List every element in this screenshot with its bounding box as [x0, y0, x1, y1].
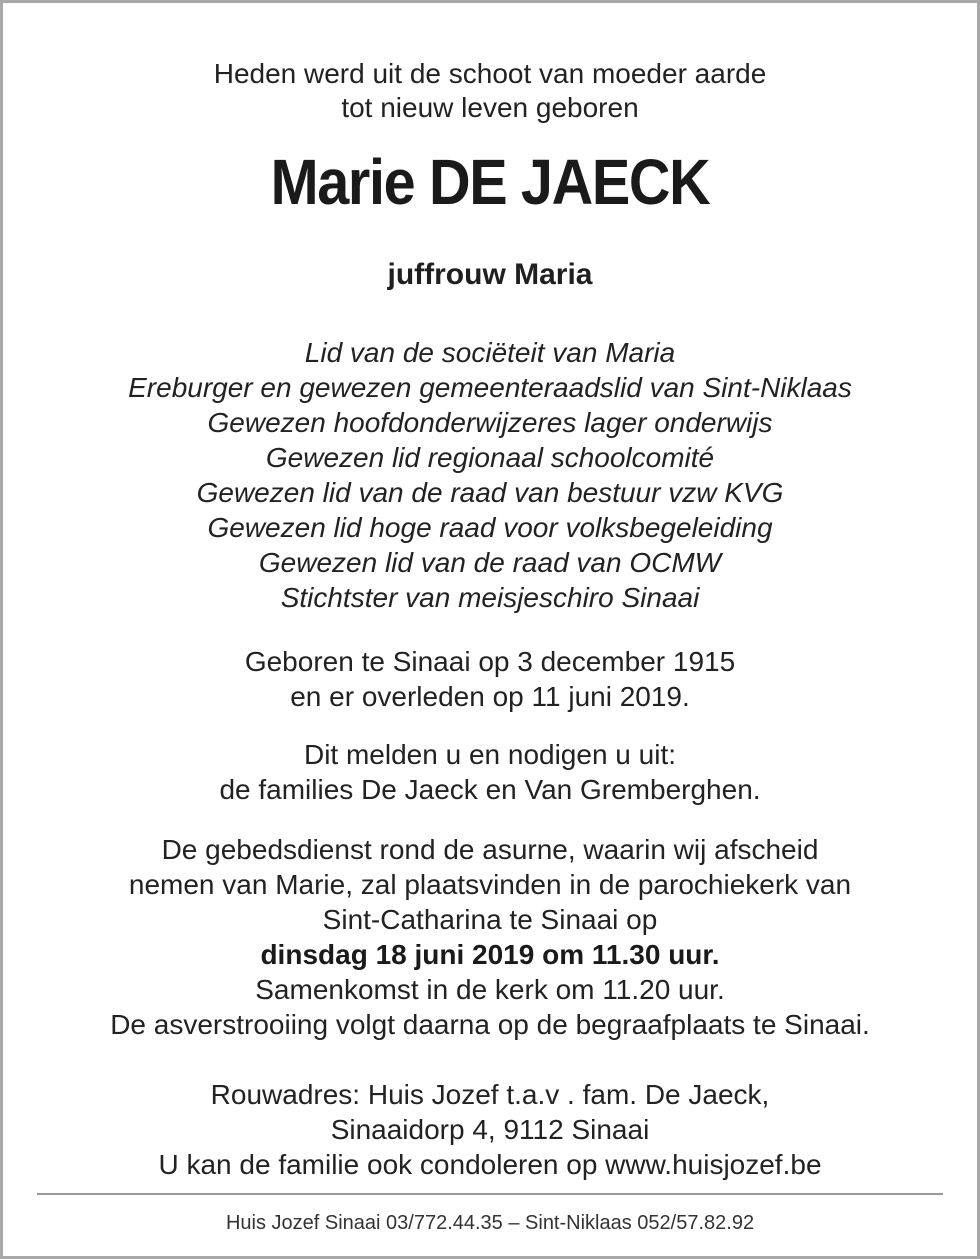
- deceased-name: Marie DE JAECK: [270, 146, 710, 218]
- intro-line-1: Heden werd uit de schoot van moeder aarde: [213, 58, 767, 89]
- titles-list: [3, 335, 977, 615]
- condolence-line: U kan de familie ook condoleren op www.huisjozef.be: [158, 1149, 822, 1180]
- mourning-address: [3, 1077, 977, 1182]
- title-item: Lid van de sociëteit van Maria: [304, 337, 676, 368]
- title-item: Ereburger en gewezen gemeenteraadslid van Sint-Niklaas: [128, 372, 852, 403]
- title-item: Gewezen lid regionaal schoolcomité: [265, 442, 715, 473]
- service-line-1: De gebedsdienst rond de asurne, waarin wij afscheid: [161, 834, 819, 865]
- title-item: Gewezen lid van de raad van bestuur vzw KVG: [196, 477, 784, 508]
- service-line-2: nemen van Marie, zal plaatsvinden in de parochiekerk van: [128, 869, 852, 900]
- title-item: Gewezen lid van de raad van OCMW: [258, 547, 722, 578]
- footer-divider: [37, 1193, 943, 1195]
- announcing-families: [3, 737, 977, 807]
- intro-text: [3, 57, 977, 125]
- birth-death-dates: [3, 644, 977, 714]
- ash-scattering: De asverstrooiing volgt daarna op de begraafplaats te Sinaai.: [110, 1009, 870, 1040]
- gathering-time: Samenkomst in de kerk om 11.20 uur.: [255, 974, 725, 1005]
- address-line-1: Rouwadres: Huis Jozef t.a.v . fam. De Jaeck,: [210, 1079, 770, 1110]
- address-line-2: Sinaaidorp 4, 9112 Sinaai: [330, 1114, 650, 1145]
- title-item: Stichtster van meisjeschiro Sinaai: [280, 582, 700, 613]
- title-item: Gewezen lid hoge raad voor volksbegeleiding: [207, 512, 773, 543]
- families-line-1: Dit melden u en nodigen u uit:: [303, 739, 677, 770]
- intro-line-2: tot nieuw leven geboren: [341, 92, 639, 123]
- service-details: [3, 832, 977, 1042]
- deceased-nickname: juffrouw Maria: [387, 258, 593, 291]
- funeral-home-contact: Huis Jozef Sinaai 03/772.44.35 – Sint-Niklaas 052/57.82.92: [225, 1212, 755, 1234]
- title-item: Gewezen hoofdonderwijzeres lager onderwijs: [207, 407, 773, 438]
- birth-line: Geboren te Sinaai op 3 december 1915: [244, 646, 736, 677]
- service-line-3: Sint-Catharina te Sinaai op: [322, 904, 658, 935]
- families-line-2: de families De Jaeck en Van Gremberghen.: [219, 774, 761, 805]
- service-date: dinsdag 18 juni 2019 om 11.30 uur.: [260, 939, 720, 970]
- death-line: en er overleden op 11 juni 2019.: [290, 681, 690, 712]
